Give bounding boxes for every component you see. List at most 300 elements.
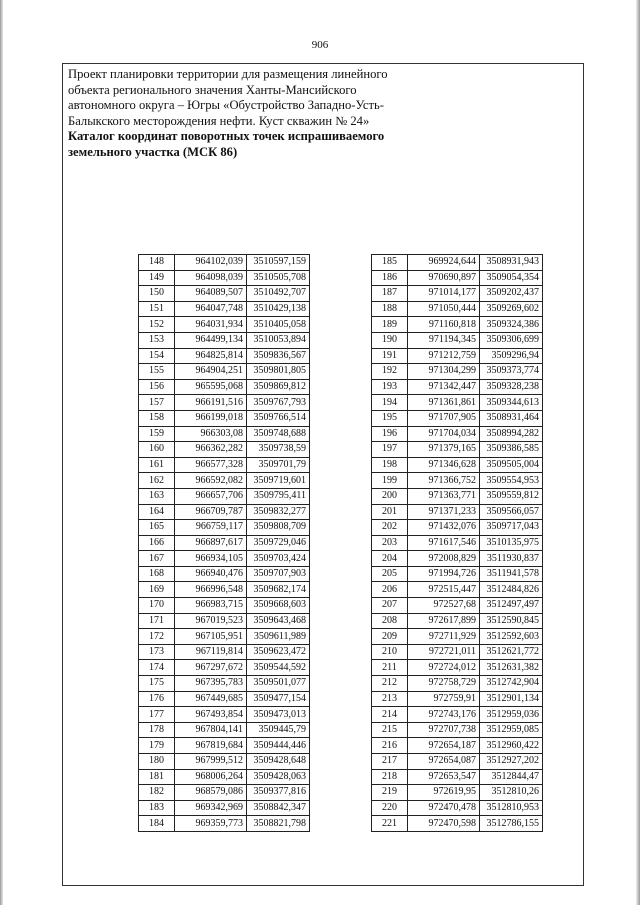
y-coordinate-cell: 3509445,79 (247, 722, 310, 738)
y-coordinate-cell: 3509795,411 (247, 488, 310, 504)
point-number-cell: 199 (372, 473, 408, 489)
x-coordinate-cell: 966191,516 (175, 395, 247, 411)
table-row (139, 473, 310, 489)
table-row (139, 754, 310, 770)
point-number-cell: 167 (139, 551, 175, 567)
y-coordinate-cell: 3509296,94 (480, 348, 543, 364)
point-number-cell: 160 (139, 442, 175, 458)
table-row (139, 457, 310, 473)
table-row (139, 582, 310, 598)
table-row (372, 410, 543, 426)
table-row (372, 364, 543, 380)
point-number-cell: 175 (139, 676, 175, 692)
x-coordinate-cell: 969359,773 (175, 816, 247, 832)
table-row (372, 800, 543, 816)
x-coordinate-cell: 967804,141 (175, 722, 247, 738)
point-number-cell: 212 (372, 676, 408, 692)
table-row (372, 676, 543, 692)
y-coordinate-cell: 3509054,354 (480, 270, 543, 286)
table-row (139, 800, 310, 816)
point-number-cell: 197 (372, 442, 408, 458)
point-number-cell: 198 (372, 457, 408, 473)
table-row (372, 582, 543, 598)
y-coordinate-cell: 3511941,578 (480, 566, 543, 582)
y-coordinate-cell: 3509623,472 (247, 644, 310, 660)
point-number-cell: 207 (372, 598, 408, 614)
point-number-cell: 176 (139, 691, 175, 707)
table-row (372, 644, 543, 660)
point-number-cell: 172 (139, 629, 175, 645)
x-coordinate-cell: 972619,95 (408, 785, 480, 801)
point-number-cell: 186 (372, 270, 408, 286)
y-coordinate-cell: 3512484,826 (480, 582, 543, 598)
x-coordinate-cell: 969924,644 (408, 255, 480, 271)
y-coordinate-cell: 3509836,567 (247, 348, 310, 364)
point-number-cell: 157 (139, 395, 175, 411)
point-number-cell: 164 (139, 504, 175, 520)
table-row (139, 691, 310, 707)
y-coordinate-cell: 3512810,953 (480, 800, 543, 816)
x-coordinate-cell: 966759,117 (175, 520, 247, 536)
y-coordinate-cell: 3509738,59 (247, 442, 310, 458)
y-coordinate-cell: 3509344,613 (480, 395, 543, 411)
table-row (372, 598, 543, 614)
x-coordinate-cell: 972654,187 (408, 738, 480, 754)
table-row (139, 332, 310, 348)
point-number-cell: 191 (372, 348, 408, 364)
point-number-cell: 203 (372, 535, 408, 551)
x-coordinate-cell: 971014,177 (408, 286, 480, 302)
y-coordinate-cell: 3512742,904 (480, 676, 543, 692)
y-coordinate-cell: 3512810,26 (480, 785, 543, 801)
table-row (372, 535, 543, 551)
table-row (372, 629, 543, 645)
table-row (372, 442, 543, 458)
table-row (372, 722, 543, 738)
x-coordinate-cell: 966996,548 (175, 582, 247, 598)
point-number-cell: 208 (372, 613, 408, 629)
point-number-cell: 220 (372, 800, 408, 816)
table-row (139, 364, 310, 380)
y-coordinate-cell: 3509717,043 (480, 520, 543, 536)
y-coordinate-cell: 3510135,975 (480, 535, 543, 551)
x-coordinate-cell: 972008,829 (408, 551, 480, 567)
y-coordinate-cell: 3509869,812 (247, 379, 310, 395)
x-coordinate-cell: 971361,861 (408, 395, 480, 411)
x-coordinate-cell: 967449,685 (175, 691, 247, 707)
x-coordinate-cell: 972470,478 (408, 800, 480, 816)
x-coordinate-cell: 972721,011 (408, 644, 480, 660)
point-number-cell: 156 (139, 379, 175, 395)
y-coordinate-cell: 3508994,282 (480, 426, 543, 442)
y-coordinate-cell: 3509766,514 (247, 410, 310, 426)
point-number-cell: 149 (139, 270, 175, 286)
y-coordinate-cell: 3512592,603 (480, 629, 543, 645)
table-row (372, 520, 543, 536)
table-row (139, 629, 310, 645)
y-coordinate-cell: 3509701,79 (247, 457, 310, 473)
table-row (139, 660, 310, 676)
x-coordinate-cell: 972617,899 (408, 613, 480, 629)
point-number-cell: 150 (139, 286, 175, 302)
x-coordinate-cell: 971994,726 (408, 566, 480, 582)
x-coordinate-cell: 966657,706 (175, 488, 247, 504)
table-row (372, 551, 543, 567)
table-row (372, 488, 543, 504)
x-coordinate-cell: 971379,165 (408, 442, 480, 458)
point-number-cell: 210 (372, 644, 408, 660)
point-number-cell: 170 (139, 598, 175, 614)
x-coordinate-cell: 971304,299 (408, 364, 480, 380)
point-number-cell: 196 (372, 426, 408, 442)
x-coordinate-cell: 971342,447 (408, 379, 480, 395)
x-coordinate-cell: 967105,951 (175, 629, 247, 645)
point-number-cell: 214 (372, 707, 408, 723)
x-coordinate-cell: 972527,68 (408, 598, 480, 614)
x-coordinate-cell: 966934,105 (175, 551, 247, 567)
table-row (139, 255, 310, 271)
y-coordinate-cell: 3512844,47 (480, 769, 543, 785)
point-number-cell: 181 (139, 769, 175, 785)
y-coordinate-cell: 3512590,845 (480, 613, 543, 629)
table-row (372, 317, 543, 333)
x-coordinate-cell: 971050,444 (408, 301, 480, 317)
y-coordinate-cell: 3509202,437 (480, 286, 543, 302)
y-coordinate-cell: 3512631,382 (480, 660, 543, 676)
point-number-cell: 221 (372, 816, 408, 832)
x-coordinate-cell: 972759,91 (408, 691, 480, 707)
y-coordinate-cell: 3509544,592 (247, 660, 310, 676)
x-coordinate-cell: 972758,729 (408, 676, 480, 692)
table-row (372, 332, 543, 348)
x-coordinate-cell: 966897,617 (175, 535, 247, 551)
point-number-cell: 184 (139, 816, 175, 832)
y-coordinate-cell: 3509611,989 (247, 629, 310, 645)
point-number-cell: 195 (372, 410, 408, 426)
x-coordinate-cell: 964089,507 (175, 286, 247, 302)
point-number-cell: 204 (372, 551, 408, 567)
x-coordinate-cell: 966577,328 (175, 457, 247, 473)
point-number-cell: 211 (372, 660, 408, 676)
x-coordinate-cell: 971704,034 (408, 426, 480, 442)
coordinates-table-right (371, 254, 543, 832)
x-coordinate-cell: 966709,787 (175, 504, 247, 520)
point-number-cell: 168 (139, 566, 175, 582)
point-number-cell: 174 (139, 660, 175, 676)
y-coordinate-cell: 3509707,903 (247, 566, 310, 582)
y-coordinate-cell: 3512621,772 (480, 644, 543, 660)
table-row (372, 426, 543, 442)
point-number-cell: 190 (372, 332, 408, 348)
table-row (139, 426, 310, 442)
table-row (372, 457, 543, 473)
y-coordinate-cell: 3509306,699 (480, 332, 543, 348)
point-number-cell: 218 (372, 769, 408, 785)
table-row (139, 270, 310, 286)
point-number-cell: 209 (372, 629, 408, 645)
table-row (139, 301, 310, 317)
point-number-cell: 187 (372, 286, 408, 302)
x-coordinate-cell: 964098,039 (175, 270, 247, 286)
point-number-cell: 215 (372, 722, 408, 738)
y-coordinate-cell: 3510597,159 (247, 255, 310, 271)
point-number-cell: 183 (139, 800, 175, 816)
table-row (139, 395, 310, 411)
page-edge-right (636, 0, 640, 905)
table-row (139, 504, 310, 520)
table-row (139, 769, 310, 785)
x-coordinate-cell: 966983,715 (175, 598, 247, 614)
point-number-cell: 219 (372, 785, 408, 801)
y-coordinate-cell: 3510492,707 (247, 286, 310, 302)
point-number-cell: 171 (139, 613, 175, 629)
y-coordinate-cell: 3508931,943 (480, 255, 543, 271)
point-number-cell: 185 (372, 255, 408, 271)
y-coordinate-cell: 3509719,601 (247, 473, 310, 489)
x-coordinate-cell: 965595,068 (175, 379, 247, 395)
y-coordinate-cell: 3509801,805 (247, 364, 310, 380)
x-coordinate-cell: 971366,752 (408, 473, 480, 489)
table-row (139, 613, 310, 629)
x-coordinate-cell: 964499,134 (175, 332, 247, 348)
x-coordinate-cell: 972724,012 (408, 660, 480, 676)
table-row (372, 769, 543, 785)
table-row (139, 676, 310, 692)
y-coordinate-cell: 3509324,386 (480, 317, 543, 333)
x-coordinate-cell: 972654,087 (408, 754, 480, 770)
point-number-cell: 169 (139, 582, 175, 598)
x-coordinate-cell: 969342,969 (175, 800, 247, 816)
table-row (139, 535, 310, 551)
point-number-cell: 182 (139, 785, 175, 801)
table-row (372, 395, 543, 411)
x-coordinate-cell: 972470,598 (408, 816, 480, 832)
point-number-cell: 161 (139, 457, 175, 473)
document-header (68, 67, 398, 161)
y-coordinate-cell: 3510405,058 (247, 317, 310, 333)
y-coordinate-cell: 3509428,648 (247, 754, 310, 770)
y-coordinate-cell: 3508931,464 (480, 410, 543, 426)
table-row (372, 379, 543, 395)
y-coordinate-cell: 3509566,057 (480, 504, 543, 520)
table-row (139, 520, 310, 536)
point-number-cell: 152 (139, 317, 175, 333)
point-number-cell: 217 (372, 754, 408, 770)
y-coordinate-cell: 3509269,602 (480, 301, 543, 317)
x-coordinate-cell: 972653,547 (408, 769, 480, 785)
page-number: 906 (311, 39, 329, 51)
x-coordinate-cell: 971346,628 (408, 457, 480, 473)
point-number-cell: 193 (372, 379, 408, 395)
table-row (372, 660, 543, 676)
table-row (372, 691, 543, 707)
x-coordinate-cell: 972711,929 (408, 629, 480, 645)
x-coordinate-cell: 964031,934 (175, 317, 247, 333)
y-coordinate-cell: 3509767,793 (247, 395, 310, 411)
x-coordinate-cell: 972707,738 (408, 722, 480, 738)
point-number-cell: 177 (139, 707, 175, 723)
point-number-cell: 216 (372, 738, 408, 754)
y-coordinate-cell: 3512786,155 (480, 816, 543, 832)
point-number-cell: 163 (139, 488, 175, 504)
x-coordinate-cell: 966362,282 (175, 442, 247, 458)
point-number-cell: 148 (139, 255, 175, 271)
x-coordinate-cell: 966199,018 (175, 410, 247, 426)
y-coordinate-cell: 3509377,816 (247, 785, 310, 801)
point-number-cell: 154 (139, 348, 175, 364)
x-coordinate-cell: 967999,512 (175, 754, 247, 770)
project-description: Проект планировки территории для размещения линейного объекта регионального значения Ханты-Мансийского автономного округа – Югры «Обустройство Западно-Усть-Балыкского месторождения нефти. Куст скважин № 24» (68, 67, 388, 128)
table-row (372, 566, 543, 582)
y-coordinate-cell: 3509748,688 (247, 426, 310, 442)
y-coordinate-cell: 3509501,077 (247, 676, 310, 692)
y-coordinate-cell: 3509559,812 (480, 488, 543, 504)
y-coordinate-cell: 3508821,798 (247, 816, 310, 832)
x-coordinate-cell: 967395,783 (175, 676, 247, 692)
x-coordinate-cell: 971371,233 (408, 504, 480, 520)
y-coordinate-cell: 3509428,063 (247, 769, 310, 785)
point-number-cell: 165 (139, 520, 175, 536)
table-row (372, 348, 543, 364)
table-row (139, 410, 310, 426)
y-coordinate-cell: 3512959,036 (480, 707, 543, 723)
table-row (139, 348, 310, 364)
y-coordinate-cell: 3512960,422 (480, 738, 543, 754)
y-coordinate-cell: 3512959,085 (480, 722, 543, 738)
table-row (372, 286, 543, 302)
table-row (139, 379, 310, 395)
x-coordinate-cell: 967493,854 (175, 707, 247, 723)
page-edge-left (0, 0, 3, 905)
x-coordinate-cell: 967119,814 (175, 644, 247, 660)
point-number-cell: 166 (139, 535, 175, 551)
table-row (372, 738, 543, 754)
x-coordinate-cell: 971212,759 (408, 348, 480, 364)
table-row (372, 816, 543, 832)
table-row (372, 613, 543, 629)
table-row (139, 707, 310, 723)
table-row (139, 551, 310, 567)
point-number-cell: 151 (139, 301, 175, 317)
y-coordinate-cell: 3509477,154 (247, 691, 310, 707)
x-coordinate-cell: 964825,814 (175, 348, 247, 364)
x-coordinate-cell: 967019,523 (175, 613, 247, 629)
x-coordinate-cell: 966940,476 (175, 566, 247, 582)
table-row (139, 286, 310, 302)
table-row (139, 317, 310, 333)
point-number-cell: 206 (372, 582, 408, 598)
x-coordinate-cell: 972743,176 (408, 707, 480, 723)
point-number-cell: 213 (372, 691, 408, 707)
point-number-cell: 162 (139, 473, 175, 489)
point-number-cell: 153 (139, 332, 175, 348)
point-number-cell: 179 (139, 738, 175, 754)
x-coordinate-cell: 972515,447 (408, 582, 480, 598)
y-coordinate-cell: 3509668,603 (247, 598, 310, 614)
x-coordinate-cell: 966303,08 (175, 426, 247, 442)
x-coordinate-cell: 971707,905 (408, 410, 480, 426)
x-coordinate-cell: 971617,546 (408, 535, 480, 551)
point-number-cell: 200 (372, 488, 408, 504)
x-coordinate-cell: 968579,086 (175, 785, 247, 801)
x-coordinate-cell: 967819,684 (175, 738, 247, 754)
point-number-cell: 180 (139, 754, 175, 770)
x-coordinate-cell: 971363,771 (408, 488, 480, 504)
y-coordinate-cell: 3512901,134 (480, 691, 543, 707)
x-coordinate-cell: 964904,251 (175, 364, 247, 380)
y-coordinate-cell: 3510053,894 (247, 332, 310, 348)
point-number-cell: 192 (372, 364, 408, 380)
table-row (372, 255, 543, 271)
table-row (372, 301, 543, 317)
table-row (139, 566, 310, 582)
point-number-cell: 205 (372, 566, 408, 582)
y-coordinate-cell: 3509682,174 (247, 582, 310, 598)
y-coordinate-cell: 3512927,202 (480, 754, 543, 770)
y-coordinate-cell: 3509729,046 (247, 535, 310, 551)
y-coordinate-cell: 3509808,709 (247, 520, 310, 536)
y-coordinate-cell: 3509505,004 (480, 457, 543, 473)
x-coordinate-cell: 968006,264 (175, 769, 247, 785)
y-coordinate-cell: 3510505,708 (247, 270, 310, 286)
point-number-cell: 178 (139, 722, 175, 738)
y-coordinate-cell: 3510429,138 (247, 301, 310, 317)
table-row (139, 598, 310, 614)
catalog-title: Каталог координат поворотных точек испрашиваемого земельного участка (МСК 86) (68, 129, 385, 159)
y-coordinate-cell: 3508842,347 (247, 800, 310, 816)
y-coordinate-cell: 3509386,585 (480, 442, 543, 458)
table-row (372, 707, 543, 723)
table-row (372, 754, 543, 770)
x-coordinate-cell: 966592,082 (175, 473, 247, 489)
y-coordinate-cell: 3509643,468 (247, 613, 310, 629)
y-coordinate-cell: 3509328,238 (480, 379, 543, 395)
table-row (139, 722, 310, 738)
y-coordinate-cell: 3509703,424 (247, 551, 310, 567)
point-number-cell: 158 (139, 410, 175, 426)
point-number-cell: 159 (139, 426, 175, 442)
table-row (139, 644, 310, 660)
point-number-cell: 189 (372, 317, 408, 333)
point-number-cell: 188 (372, 301, 408, 317)
table-row (139, 816, 310, 832)
y-coordinate-cell: 3511930,837 (480, 551, 543, 567)
y-coordinate-cell: 3509444,446 (247, 738, 310, 754)
table-row (372, 473, 543, 489)
x-coordinate-cell: 971160,818 (408, 317, 480, 333)
table-row (372, 270, 543, 286)
x-coordinate-cell: 970690,897 (408, 270, 480, 286)
x-coordinate-cell: 964102,039 (175, 255, 247, 271)
table-row (139, 442, 310, 458)
point-number-cell: 173 (139, 644, 175, 660)
y-coordinate-cell: 3509373,774 (480, 364, 543, 380)
point-number-cell: 201 (372, 504, 408, 520)
x-coordinate-cell: 971432,076 (408, 520, 480, 536)
table-row (139, 488, 310, 504)
x-coordinate-cell: 964047,748 (175, 301, 247, 317)
table-row (372, 504, 543, 520)
x-coordinate-cell: 971194,345 (408, 332, 480, 348)
point-number-cell: 194 (372, 395, 408, 411)
point-number-cell: 202 (372, 520, 408, 536)
coordinates-table-left (138, 254, 310, 832)
point-number-cell: 155 (139, 364, 175, 380)
y-coordinate-cell: 3509832,277 (247, 504, 310, 520)
y-coordinate-cell: 3512497,497 (480, 598, 543, 614)
x-coordinate-cell: 967297,672 (175, 660, 247, 676)
y-coordinate-cell: 3509554,953 (480, 473, 543, 489)
